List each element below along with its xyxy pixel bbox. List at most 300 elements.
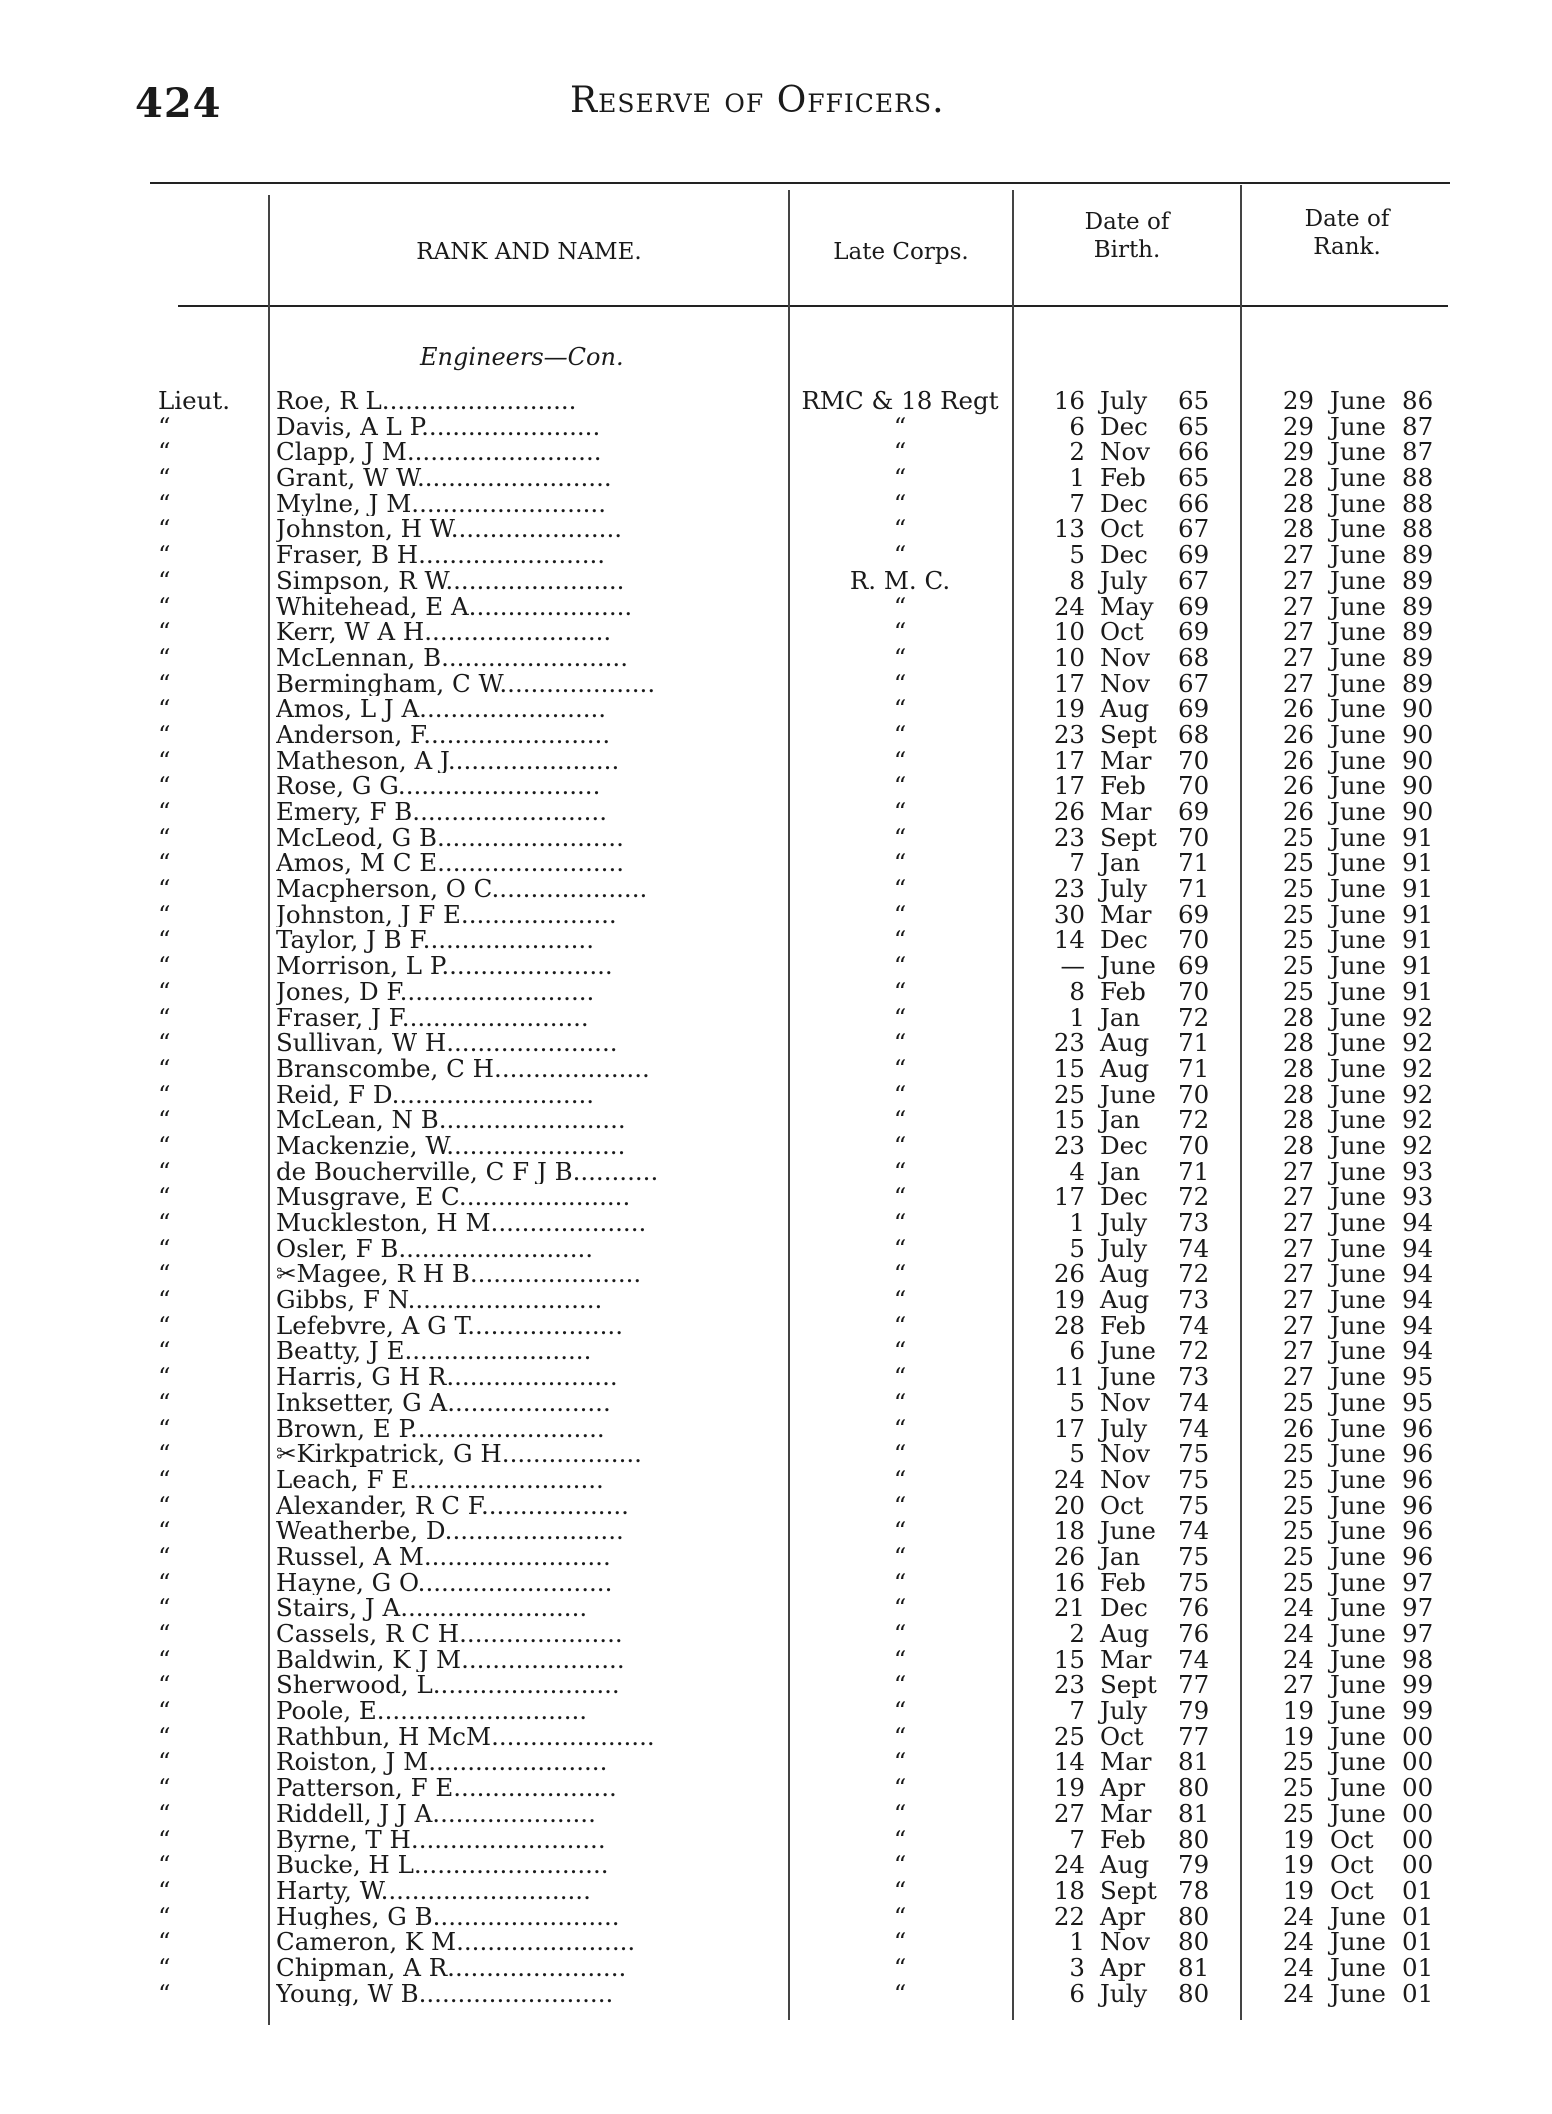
birth-year-cell: 80 — [1178, 1824, 1210, 1854]
birth-year-cell: 78 — [1178, 1875, 1210, 1905]
name-cell: Brown, E P......................... — [276, 1415, 605, 1442]
rank-cell: “ — [158, 1670, 171, 1700]
table-row — [0, 642, 1552, 672]
rank-month-cell: June — [1330, 1670, 1386, 1700]
late-corps-cell: “ — [893, 540, 907, 570]
table-row — [0, 1030, 1552, 1056]
rank-year-cell: 88 — [1402, 488, 1434, 518]
table-row — [0, 1644, 1552, 1674]
late-corps-cell: “ — [893, 1156, 907, 1186]
birth-day-cell: 23 — [1053, 1670, 1085, 1700]
rank-year-cell: 88 — [1402, 514, 1434, 544]
name-cell: Hayne, G O......................... — [276, 1569, 613, 1596]
late-corps-cell: “ — [893, 617, 907, 647]
rank-cell: “ — [158, 1696, 171, 1726]
rank-day-cell: 27 — [1282, 617, 1314, 647]
birth-month-cell: Jan — [1100, 1002, 1141, 1032]
birth-day-cell: 13 — [1053, 514, 1085, 544]
table-row — [0, 1156, 1552, 1186]
birth-year-cell: 65 — [1178, 463, 1210, 493]
birth-month-cell: Mar — [1100, 1644, 1152, 1674]
rank-day-cell: 25 — [1282, 1439, 1314, 1469]
name-cell: Matheson, A J...................... — [276, 747, 620, 774]
name-cell: Hughes, G B........................ — [276, 1903, 620, 1930]
late-corps-cell: “ — [893, 488, 907, 518]
rank-day-cell: 28 — [1282, 1002, 1314, 1032]
rank-month-cell: June — [1330, 1619, 1386, 1648]
table-row — [0, 976, 1552, 1006]
table-row — [0, 439, 1552, 465]
rank-month-cell: June — [1330, 1413, 1386, 1443]
name-cell: Simpson, R W....................... — [276, 567, 625, 594]
birth-day-cell: 15 — [1053, 1105, 1085, 1135]
rank-day-cell: 26 — [1282, 719, 1314, 749]
birth-month-cell: Dec — [1100, 925, 1148, 955]
table-row — [0, 668, 1552, 698]
birth-day-cell: 23 — [1053, 874, 1085, 904]
table-row — [0, 745, 1552, 775]
name-cell: Taylor, J B F...................... — [276, 927, 594, 954]
birth-year-cell: 74 — [1178, 1413, 1210, 1443]
name-cell: Musgrave, E C...................... — [276, 1184, 631, 1211]
table-row — [0, 799, 1552, 825]
rank-cell: “ — [158, 1593, 171, 1623]
rank-year-cell: 00 — [1402, 1721, 1434, 1751]
birth-day-cell: 19 — [1053, 1285, 1085, 1315]
late-corps-cell: “ — [893, 1285, 907, 1315]
table-row — [0, 1338, 1552, 1364]
rank-cell: “ — [158, 874, 171, 904]
birth-month-cell: Mar — [1100, 1747, 1152, 1777]
birth-day-cell: 10 — [1053, 642, 1085, 672]
rank-cell: “ — [158, 1464, 171, 1494]
rank-month-cell: June — [1330, 1798, 1386, 1828]
birth-month-cell: May — [1100, 591, 1154, 621]
table-row — [0, 1721, 1552, 1751]
rank-day-cell: 19 — [1282, 1696, 1314, 1726]
late-corps-cell: “ — [893, 1850, 907, 1880]
birth-day-cell: — — [1060, 951, 1085, 981]
birth-month-cell: Mar — [1100, 899, 1152, 929]
birth-day-cell: 16 — [1053, 386, 1085, 415]
rank-year-cell: 92 — [1402, 1028, 1434, 1058]
birth-year-cell: 68 — [1178, 642, 1210, 672]
birth-year-cell: 70 — [1178, 771, 1210, 801]
late-corps-cell: “ — [893, 1824, 907, 1854]
name-cell: Baldwin, K J M..................... — [276, 1646, 625, 1673]
table-row — [0, 1798, 1552, 1828]
birth-year-cell: 69 — [1178, 540, 1210, 570]
rank-year-cell: 90 — [1402, 694, 1434, 724]
rank-month-cell: June — [1330, 1696, 1386, 1726]
rank-month-cell: June — [1330, 1541, 1386, 1571]
rank-cell: “ — [158, 1901, 171, 1931]
rank-month-cell: June — [1330, 1464, 1386, 1494]
rank-day-cell: 25 — [1282, 1490, 1314, 1520]
header-date-of-rank — [1242, 205, 1452, 261]
table-row — [0, 953, 1552, 979]
name-cell: Jones, D F......................... — [276, 978, 595, 1005]
birth-month-cell: Feb — [1100, 1310, 1146, 1340]
rank-cell: “ — [158, 1362, 171, 1392]
rank-year-cell: 01 — [1402, 1875, 1434, 1905]
birth-month-cell: Jan — [1100, 1541, 1141, 1571]
table-row — [0, 542, 1552, 568]
birth-month-cell: Feb — [1100, 1567, 1146, 1597]
table-row — [0, 619, 1552, 645]
rank-year-cell: 95 — [1402, 1362, 1434, 1392]
rank-day-cell: 24 — [1282, 1978, 1314, 2008]
name-cell: Mackenzie, W....................... — [276, 1132, 626, 1159]
rank-month-cell: Oct — [1330, 1850, 1374, 1880]
late-corps-cell: “ — [893, 642, 907, 672]
name-cell: Russel, A M........................ — [276, 1543, 611, 1570]
birth-year-cell: 71 — [1178, 1028, 1210, 1058]
rank-month-cell: June — [1330, 1233, 1386, 1263]
birth-day-cell: 2 — [1069, 1619, 1085, 1648]
birth-year-cell: 75 — [1178, 1464, 1210, 1494]
birth-month-cell: Oct — [1100, 1721, 1144, 1751]
birth-month-cell: Oct — [1100, 514, 1144, 544]
birth-day-cell: 1 — [1069, 1208, 1085, 1237]
birth-month-cell: Nov — [1100, 1387, 1151, 1417]
birth-day-cell: 5 — [1069, 540, 1085, 570]
birth-month-cell: Nov — [1100, 1927, 1151, 1957]
header-rank-name: RANK AND NAME. — [416, 239, 642, 265]
header-birth-line1: Date of — [1084, 209, 1170, 235]
rank-month-cell: June — [1330, 719, 1386, 749]
birth-day-cell: 25 — [1053, 1079, 1085, 1109]
birth-day-cell: 23 — [1053, 719, 1085, 749]
rank-cell: “ — [158, 1721, 171, 1751]
name-cell: Cassels, R C H..................... — [276, 1621, 623, 1647]
name-cell: Roe, R L......................... — [276, 388, 577, 414]
rank-day-cell: 27 — [1282, 1285, 1314, 1315]
birth-year-cell: 70 — [1178, 1130, 1210, 1160]
table-row — [0, 1824, 1552, 1854]
table-row — [0, 488, 1552, 518]
birth-day-cell: 17 — [1053, 771, 1085, 801]
late-corps-cell: “ — [893, 1105, 907, 1135]
officer-list — [0, 388, 1552, 2006]
rank-month-cell: June — [1330, 1259, 1386, 1289]
rank-day-cell: 26 — [1282, 797, 1314, 826]
rank-year-cell: 92 — [1402, 1130, 1434, 1160]
birth-day-cell: 6 — [1069, 411, 1085, 441]
rank-day-cell: 28 — [1282, 463, 1314, 493]
rank-year-cell: 96 — [1402, 1464, 1434, 1494]
table-row — [0, 565, 1552, 595]
rank-day-cell: 28 — [1282, 1105, 1314, 1135]
birth-year-cell: 71 — [1178, 874, 1210, 904]
rank-month-cell: June — [1330, 1952, 1386, 1982]
birth-year-cell: 79 — [1178, 1850, 1210, 1880]
rank-year-cell: 01 — [1402, 1978, 1434, 2008]
birth-day-cell: 8 — [1069, 976, 1085, 1006]
rank-year-cell: 94 — [1402, 1336, 1434, 1366]
table-row — [0, 1518, 1552, 1544]
late-corps-cell: “ — [893, 1259, 907, 1289]
table-row — [0, 516, 1552, 542]
rank-year-cell: 89 — [1402, 617, 1434, 647]
birth-day-cell: 5 — [1069, 1387, 1085, 1417]
rank-year-cell: 01 — [1402, 1927, 1434, 1957]
birth-month-cell: Aug — [1100, 694, 1150, 724]
birth-day-cell: 17 — [1053, 745, 1085, 775]
rank-year-cell: 90 — [1402, 771, 1434, 801]
rank-year-cell: 94 — [1402, 1233, 1434, 1263]
birth-month-cell: Aug — [1100, 1028, 1150, 1058]
rank-day-cell: 26 — [1282, 771, 1314, 801]
rank-day-cell: 27 — [1282, 1156, 1314, 1186]
rank-cell: “ — [158, 1336, 171, 1366]
name-cell: Lefebvre, A G T.................... — [276, 1312, 623, 1339]
rank-month-cell: June — [1330, 642, 1386, 672]
rank-day-cell: 29 — [1282, 411, 1314, 441]
rank-month-cell: June — [1330, 386, 1386, 415]
birth-day-cell: 17 — [1053, 1182, 1085, 1212]
birth-month-cell: Mar — [1100, 797, 1152, 826]
rank-month-cell: June — [1330, 1130, 1386, 1160]
late-corps-cell: “ — [893, 1541, 907, 1571]
birth-year-cell: 72 — [1178, 1182, 1210, 1212]
birth-day-cell: 1 — [1069, 1927, 1085, 1957]
rank-cell: “ — [158, 1439, 171, 1469]
late-corps-cell: “ — [893, 1593, 907, 1623]
birth-year-cell: 76 — [1178, 1619, 1210, 1648]
birth-month-cell: Sept — [1100, 822, 1157, 852]
late-corps-cell: “ — [893, 899, 907, 929]
late-corps-cell: “ — [893, 771, 907, 801]
rank-year-cell: 01 — [1402, 1952, 1434, 1982]
birth-month-cell: July — [1100, 1696, 1148, 1726]
late-corps-cell: “ — [893, 411, 907, 441]
rank-day-cell: 25 — [1282, 1387, 1314, 1417]
rank-month-cell: Oct — [1330, 1875, 1374, 1905]
rank-day-cell: 24 — [1282, 1619, 1314, 1648]
birth-year-cell: 72 — [1178, 1002, 1210, 1032]
late-corps-cell: “ — [893, 591, 907, 621]
birth-year-cell: 72 — [1178, 1105, 1210, 1135]
birth-year-cell: 70 — [1178, 925, 1210, 955]
rank-month-cell: June — [1330, 745, 1386, 775]
birth-year-cell: 73 — [1178, 1362, 1210, 1392]
late-corps-cell: “ — [893, 1644, 907, 1674]
birth-month-cell: Nov — [1100, 1464, 1151, 1494]
birth-year-cell: 80 — [1178, 1927, 1210, 1957]
late-corps-cell: “ — [893, 1927, 907, 1957]
name-cell: Whitehead, E A..................... — [276, 593, 633, 620]
late-corps-cell: “ — [893, 1696, 907, 1726]
late-corps-cell: “ — [893, 745, 907, 775]
rank-day-cell: 28 — [1282, 514, 1314, 544]
rank-cell: “ — [158, 1413, 171, 1443]
birth-day-cell: 8 — [1069, 565, 1085, 595]
name-cell: Fraser, B H........................ — [276, 542, 606, 568]
rank-day-cell: 24 — [1282, 1927, 1314, 1957]
rank-cell: “ — [158, 1387, 171, 1417]
late-corps-cell: “ — [893, 437, 907, 467]
birth-year-cell: 75 — [1178, 1541, 1210, 1571]
late-corps-cell: “ — [893, 848, 907, 878]
birth-month-cell: June — [1100, 1516, 1156, 1546]
rank-month-cell: June — [1330, 1721, 1386, 1751]
rank-cell: “ — [158, 1619, 171, 1648]
rank-day-cell: 26 — [1282, 745, 1314, 775]
rank-day-cell: 25 — [1282, 1773, 1314, 1803]
rank-cell: “ — [158, 771, 171, 801]
table-row — [0, 411, 1552, 441]
rank-month-cell: Oct — [1330, 1824, 1374, 1854]
rank-day-cell: 25 — [1282, 1747, 1314, 1777]
late-corps-cell: “ — [893, 1208, 907, 1237]
birth-year-cell: 71 — [1178, 1156, 1210, 1186]
late-corps-cell: “ — [893, 822, 907, 852]
late-corps-cell: “ — [893, 1464, 907, 1494]
name-cell: Beatty, J E........................ — [276, 1338, 592, 1365]
birth-month-cell: Nov — [1100, 437, 1151, 467]
rank-cell: “ — [158, 540, 171, 570]
birth-year-cell: 76 — [1178, 1593, 1210, 1623]
birth-month-cell: June — [1100, 951, 1156, 981]
table-row — [0, 850, 1552, 876]
rank-day-cell: 19 — [1282, 1850, 1314, 1880]
rank-year-cell: 89 — [1402, 642, 1434, 672]
birth-day-cell: 19 — [1053, 1773, 1085, 1803]
late-corps-cell: “ — [893, 1053, 907, 1083]
rank-year-cell: 96 — [1402, 1490, 1434, 1520]
rank-day-cell: 28 — [1282, 1130, 1314, 1160]
rank-cell: “ — [158, 1952, 171, 1982]
rank-month-cell: June — [1330, 1156, 1386, 1186]
rank-cell: “ — [158, 848, 171, 878]
birth-month-cell: Mar — [1100, 1798, 1152, 1828]
rank-cell: “ — [158, 899, 171, 929]
rank-cell: “ — [158, 411, 171, 441]
late-corps-cell: “ — [893, 668, 907, 698]
rank-cell: “ — [158, 976, 171, 1006]
birth-month-cell: Apr — [1100, 1952, 1146, 1982]
name-cell: Mylne, J M......................... — [276, 490, 607, 517]
rank-day-cell: 24 — [1282, 1952, 1314, 1982]
late-corps-cell: “ — [893, 1130, 907, 1160]
birth-year-cell: 73 — [1178, 1285, 1210, 1315]
birth-year-cell: 70 — [1178, 745, 1210, 775]
header-date-of-birth — [1014, 208, 1240, 264]
birth-day-cell: 5 — [1069, 1233, 1085, 1263]
late-corps-cell: “ — [893, 951, 907, 981]
rank-day-cell: 19 — [1282, 1721, 1314, 1751]
birth-day-cell: 7 — [1069, 1824, 1085, 1854]
birth-year-cell: 67 — [1178, 514, 1210, 544]
rank-cell: “ — [158, 1773, 171, 1803]
late-corps-cell: “ — [893, 1233, 907, 1263]
table-row — [0, 1107, 1552, 1133]
table-row — [0, 1184, 1552, 1210]
rank-cell: “ — [158, 719, 171, 749]
table-row — [0, 696, 1552, 722]
rank-month-cell: June — [1330, 1208, 1386, 1237]
rank-month-cell: June — [1330, 1927, 1386, 1957]
rank-month-cell: June — [1330, 1182, 1386, 1212]
table-row — [0, 1775, 1552, 1801]
name-cell: Amos, L J A........................ — [276, 696, 607, 722]
birth-year-cell: 80 — [1178, 1978, 1210, 2008]
name-cell: Kerr, W A H........................ — [276, 619, 612, 645]
rank-day-cell: 27 — [1282, 1310, 1314, 1340]
birth-day-cell: 26 — [1053, 1541, 1085, 1571]
rank-day-cell: 25 — [1282, 822, 1314, 852]
birth-month-cell: July — [1100, 1978, 1148, 2008]
rank-day-cell: 25 — [1282, 925, 1314, 955]
birth-year-cell: 66 — [1178, 437, 1210, 467]
birth-month-cell: Sept — [1100, 719, 1157, 749]
rank-month-cell: June — [1330, 488, 1386, 518]
rank-cell: “ — [158, 1516, 171, 1546]
birth-month-cell: Apr — [1100, 1901, 1146, 1931]
rank-year-cell: 96 — [1402, 1439, 1434, 1469]
late-corps-cell: “ — [893, 1670, 907, 1700]
birth-year-cell: 71 — [1178, 1053, 1210, 1083]
rank-month-cell: June — [1330, 591, 1386, 621]
rank-year-cell: 90 — [1402, 745, 1434, 775]
rank-month-cell: June — [1330, 411, 1386, 441]
rank-month-cell: June — [1330, 951, 1386, 981]
birth-year-cell: 69 — [1178, 797, 1210, 826]
table-row — [0, 1387, 1552, 1417]
rank-day-cell: 27 — [1282, 1670, 1314, 1700]
birth-year-cell: 79 — [1178, 1696, 1210, 1726]
rank-month-cell: June — [1330, 694, 1386, 724]
rank-cell: “ — [158, 1285, 171, 1315]
rank-year-cell: 91 — [1402, 899, 1434, 929]
birth-year-cell: 69 — [1178, 694, 1210, 724]
name-cell: Riddell, J J A..................... — [276, 1800, 596, 1827]
rank-day-cell: 24 — [1282, 1593, 1314, 1623]
rank-year-cell: 96 — [1402, 1541, 1434, 1571]
rank-day-cell: 25 — [1282, 1541, 1314, 1571]
rank-cell: “ — [158, 1182, 171, 1212]
table-row — [0, 1210, 1552, 1236]
late-corps-cell: “ — [893, 1875, 907, 1905]
birth-year-cell: 70 — [1178, 1079, 1210, 1109]
rank-month-cell: June — [1330, 1336, 1386, 1366]
rank-year-cell: 00 — [1402, 1824, 1434, 1854]
birth-month-cell: Dec — [1100, 1130, 1148, 1160]
name-cell: Davis, A L P....................... — [276, 413, 601, 440]
rank-cell: “ — [158, 745, 171, 775]
table-row — [0, 773, 1552, 799]
rank-day-cell: 28 — [1282, 1079, 1314, 1109]
rank-cell: “ — [158, 1644, 171, 1674]
name-cell: Fraser, J F........................ — [276, 1004, 589, 1031]
name-cell: Cameron, K M....................... — [276, 1929, 636, 1955]
rank-day-cell: 26 — [1282, 1413, 1314, 1443]
rank-month-cell: June — [1330, 874, 1386, 904]
late-corps-cell: “ — [893, 1387, 907, 1417]
birth-month-cell: Nov — [1100, 642, 1151, 672]
name-cell: Leach, F E......................... — [276, 1466, 604, 1493]
birth-year-cell: 70 — [1178, 976, 1210, 1006]
birth-year-cell: 74 — [1178, 1644, 1210, 1674]
birth-day-cell: 23 — [1053, 822, 1085, 852]
late-corps-cell: “ — [893, 1798, 907, 1828]
birth-day-cell: 6 — [1069, 1978, 1085, 2008]
birth-year-cell: 70 — [1178, 822, 1210, 852]
rank-cell: “ — [158, 565, 171, 595]
birth-month-cell: Feb — [1100, 976, 1146, 1006]
birth-month-cell: July — [1100, 386, 1148, 415]
